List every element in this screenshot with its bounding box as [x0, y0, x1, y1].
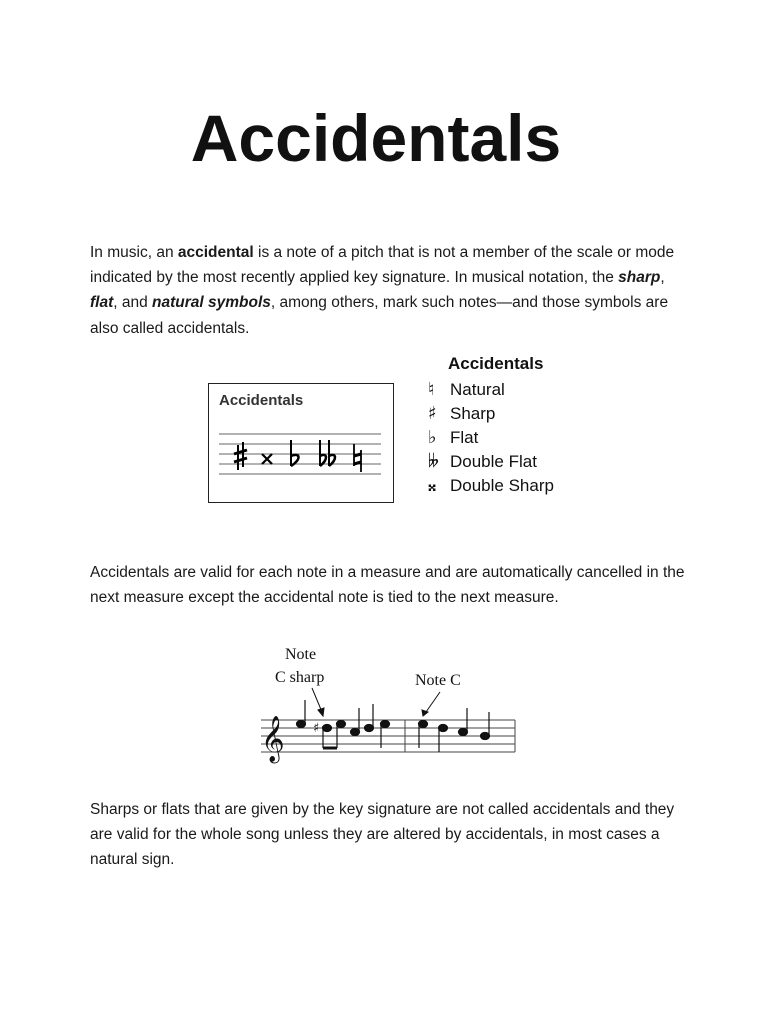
sharp-symbol: [234, 442, 247, 470]
measure-rule-paragraph: Accidentals are valid for each note in a measure and are automatically cancelled in the next measure except the accidental note is tied to the next measure.: [90, 564, 685, 607]
text-run: is a note of a pitch that is not a member of the scale or mode indicated by the most recently applied key signature. In musical notation, the: [90, 244, 675, 287]
legend-label: Natural: [450, 380, 505, 399]
natural-icon: ♮: [428, 379, 435, 400]
term-sharp: sharp: [618, 269, 661, 287]
page-title: Accidentals: [190, 101, 562, 175]
flat-icon: ♭: [428, 427, 437, 448]
term-natural-symbols: natural symbols: [152, 294, 271, 312]
double-sharp-symbol: [262, 454, 272, 464]
text-run: In music, an: [90, 244, 178, 261]
legend-item: [428, 402, 628, 426]
legend-item: [428, 474, 628, 498]
figure-box-title: Accidentals: [219, 392, 304, 409]
svg-text:♯: ♯: [313, 721, 320, 736]
measure-2-notes: [419, 708, 490, 752]
arrow-icon: [312, 688, 440, 716]
double-sharp-icon: 𝄪: [428, 475, 437, 496]
accidentals-staff-figure: [208, 383, 394, 503]
label-note: Note: [285, 646, 317, 663]
legend-item: [428, 378, 628, 402]
staff-example-svg: [255, 640, 525, 765]
term-accidental: accidental: [177, 244, 254, 261]
label-c-sharp: C sharp: [275, 669, 325, 686]
legend-item: [428, 426, 628, 450]
legend-label: Sharp: [450, 404, 496, 423]
key-signature-paragraph: Sharps or flats that are given by the key signature are not called accidentals and they are valid for the whole song unless they are altered by accidentals, in most cases a natural sign.: [90, 801, 675, 869]
double-flat-icon: 𝄫: [428, 451, 439, 472]
legend-label: Double Sharp: [450, 476, 554, 495]
sharp-icon: ♯: [428, 403, 437, 424]
text-run: , and: [113, 294, 153, 312]
treble-clef-icon: 𝄞: [261, 716, 285, 762]
intro-paragraph: [90, 240, 690, 341]
staff-symbols-svg: [209, 384, 395, 504]
natural-symbol: [354, 444, 361, 472]
legend-label: Double Flat: [450, 452, 537, 471]
term-flat: flat: [90, 294, 114, 312]
note-example-figure: [255, 640, 525, 770]
label-note-c: Note C: [415, 672, 461, 689]
accidentals-legend: [428, 354, 628, 498]
text-run: , among others, mark such notes—and those symbols are also called accidentals.: [90, 294, 669, 337]
text-run: ,: [660, 269, 665, 287]
legend-label: Flat: [450, 428, 479, 447]
legend-item: [428, 450, 628, 474]
legend-title: Accidentals: [448, 354, 544, 373]
measure-1-notes: [297, 700, 390, 748]
